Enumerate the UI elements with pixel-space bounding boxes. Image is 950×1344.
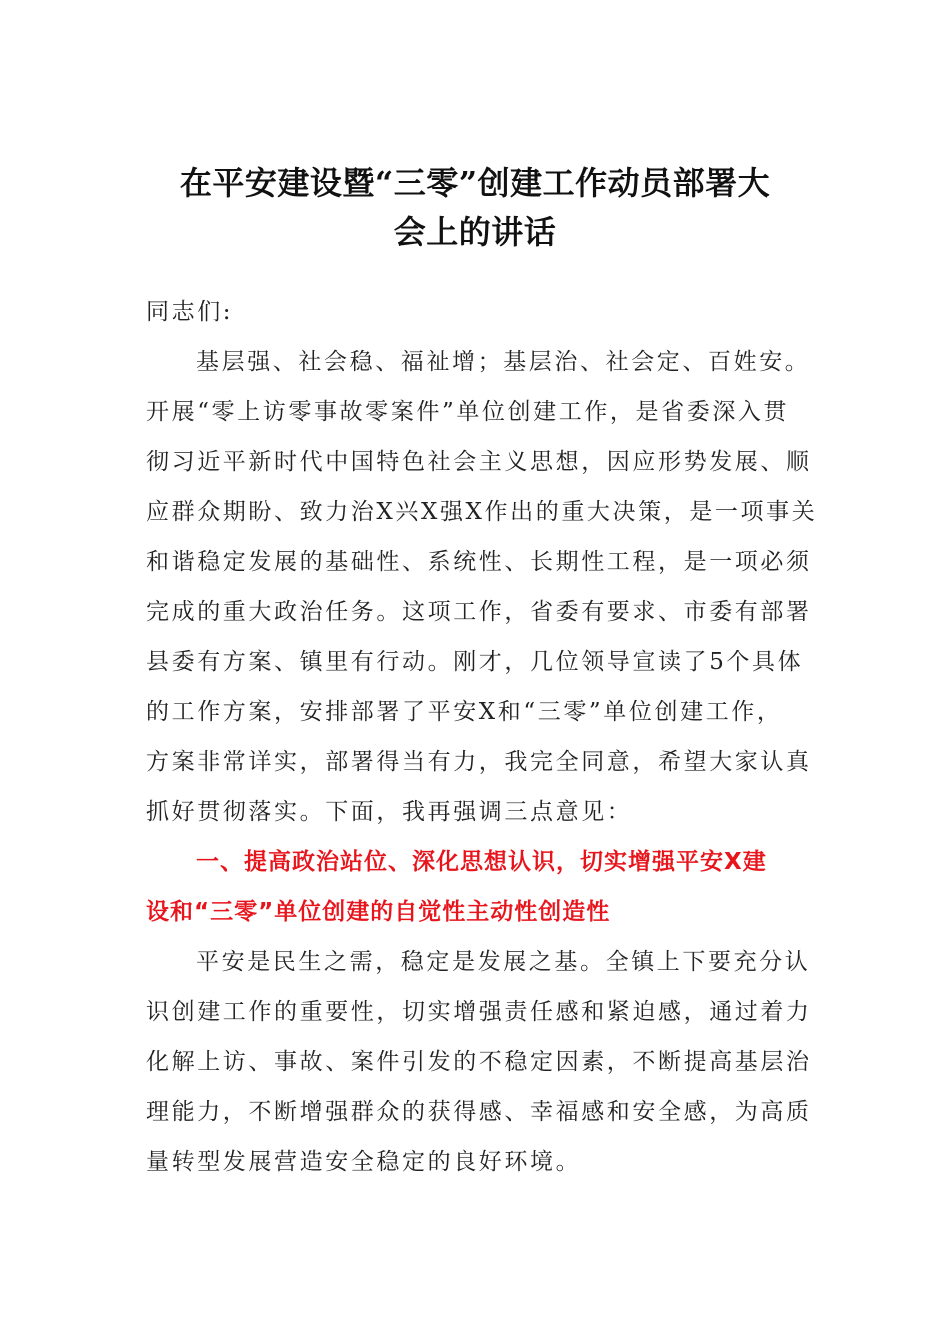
paragraph-line: 完成的重大政治任务。这项工作，省委有要求、市委有部署 xyxy=(146,599,812,625)
paragraph-line: 和谐稳定发展的基础性、系统性、长期性工程，是一项必须 xyxy=(146,549,812,575)
paragraph-line: 理能力，不断增强群众的获得感、幸福感和安全感，为高质 xyxy=(146,1099,812,1125)
paragraph-line: 的工作方案，安排部署了平安X和“三零”单位创建工作， xyxy=(146,699,783,725)
paragraph-line: 县委有方案、镇里有行动。刚才，几位领导宣读了5个具体 xyxy=(146,649,804,675)
paragraph-line: 方案非常详实，部署得当有力，我完全同意，希望大家认真 xyxy=(146,749,812,775)
paragraph-line: 彻习近平新时代中国特色社会主义思想，因应形势发展、顺 xyxy=(146,449,812,475)
paragraph-line: 平安是民生之需，稳定是发展之基。全镇上下要充分认 xyxy=(196,949,811,975)
document-title-line-1: 在平安建设暨“三零”创建工作动员部署大 xyxy=(179,164,771,202)
paragraph-line: 应群众期盼、致力治X兴X强X作出的重大决策，是一项事关 xyxy=(146,499,818,525)
salutation: 同志们: xyxy=(146,299,234,325)
paragraph-line: 识创建工作的重要性，切实增强责任感和紧迫感，通过着力 xyxy=(146,999,812,1025)
document-title-line-2: 会上的讲话 xyxy=(393,213,557,251)
paragraph-line: 抓好贯彻落实。下面，我再强调三点意见： xyxy=(146,799,633,825)
section-heading-line: 一、提高政治站位、深化思想认识，切实增强平安X建 xyxy=(196,849,767,875)
paragraph-line: 量转型发展营造安全稳定的良好环境。 xyxy=(146,1149,582,1175)
paragraph-line: 基层强、社会稳、福祉增；基层治、社会定、百姓安。 xyxy=(196,349,811,375)
section-heading-line: 设和“三零”单位创建的自觉性主动性创造性 xyxy=(146,899,611,925)
paragraph-line: 开展“零上访零事故零案件”单位创建工作，是省委深入贯 xyxy=(146,399,790,425)
paragraph-line: 化解上访、事故、案件引发的不稳定因素，不断提高基层治 xyxy=(146,1049,812,1075)
